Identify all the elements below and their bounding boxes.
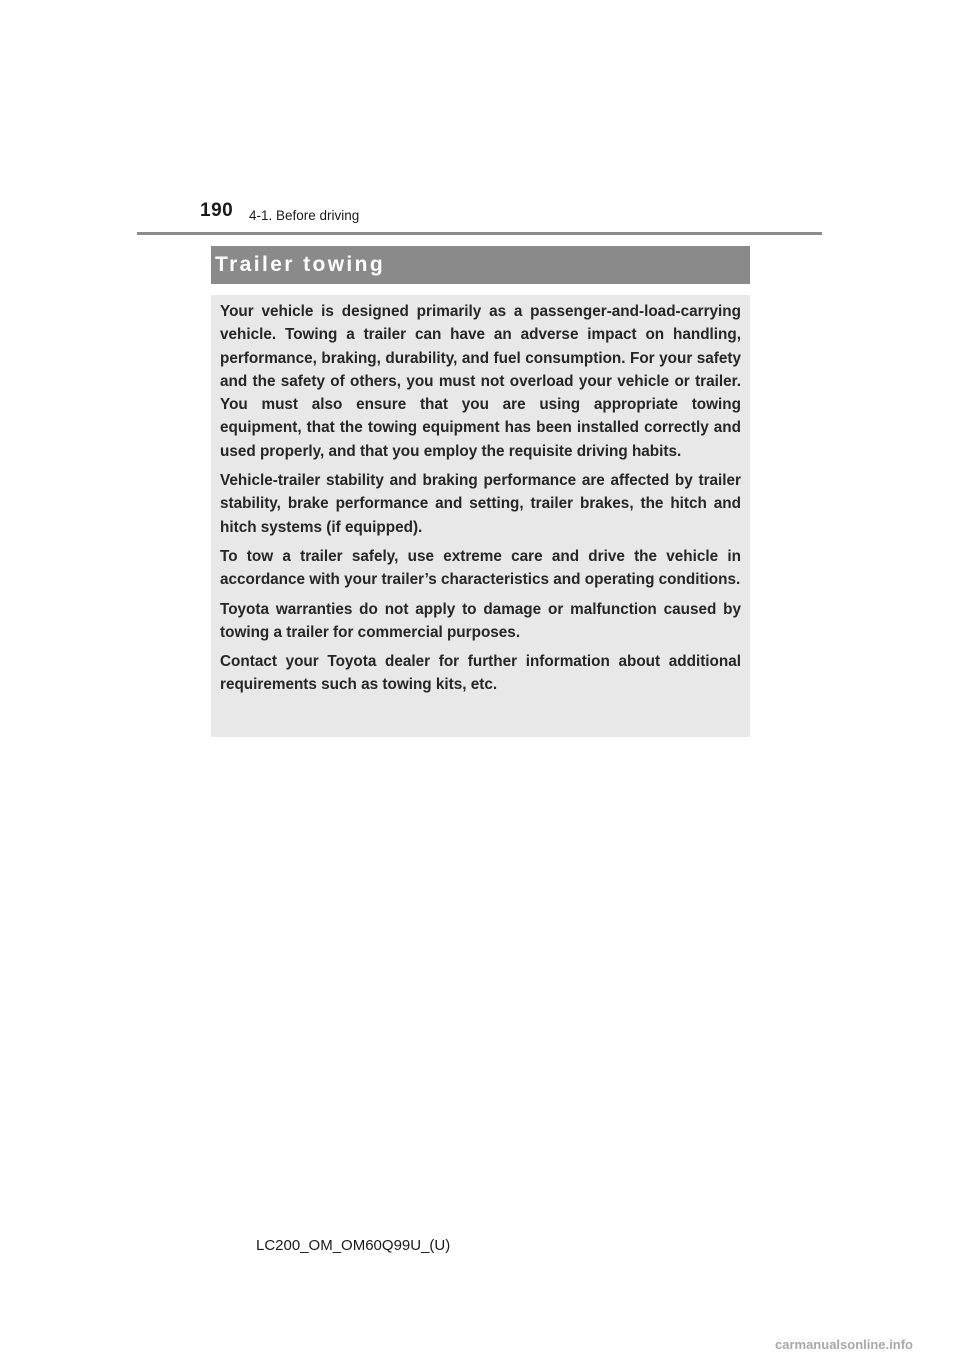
paragraph-stability: Vehicle-trailer stability and braking performance are affected by trailer stability, brake performance and setting, trailer brakes, the hitch and hitch systems (if equipped). — [220, 472, 741, 536]
paragraph-safety: To tow a trailer safely, use extreme care and drive the vehicle in accordance with your trailer’s characteristics and operating conditions. — [220, 547, 741, 589]
paragraph-warranty: Toyota warranties do not apply to damage or malfunction caused by towing a trailer for commercial purposes. — [220, 600, 741, 641]
info-box — [211, 295, 750, 737]
document-code: LC200_OM_OM60Q99U_(U) — [256, 1237, 451, 1254]
header-divider — [137, 232, 822, 235]
paragraph-dealer: Contact your Toyota dealer for further information about additional requirements such as towing kits, etc. — [220, 653, 741, 694]
section-label: 4-1. Before driving — [249, 208, 360, 223]
section-title-bar — [211, 246, 750, 284]
paragraph-intro: Your vehicle is designed primarily as a passenger-and-load-carrying vehicle. Towing a trailer can have an adverse impact on handling, performance, braking, durability, and fuel consumption. For your safety and the safety of others, you must not overload your vehicle or trailer. You must also ensure that you are using appropriate towing equipment, that the towing equipment has been installed correctly and used properly, and that you employ the requisite driving habits. — [220, 303, 741, 460]
watermark: carmanualsonline.info — [775, 1337, 913, 1352]
page-title: Trailer towing — [215, 253, 386, 276]
page-number: 190 — [200, 200, 234, 221]
